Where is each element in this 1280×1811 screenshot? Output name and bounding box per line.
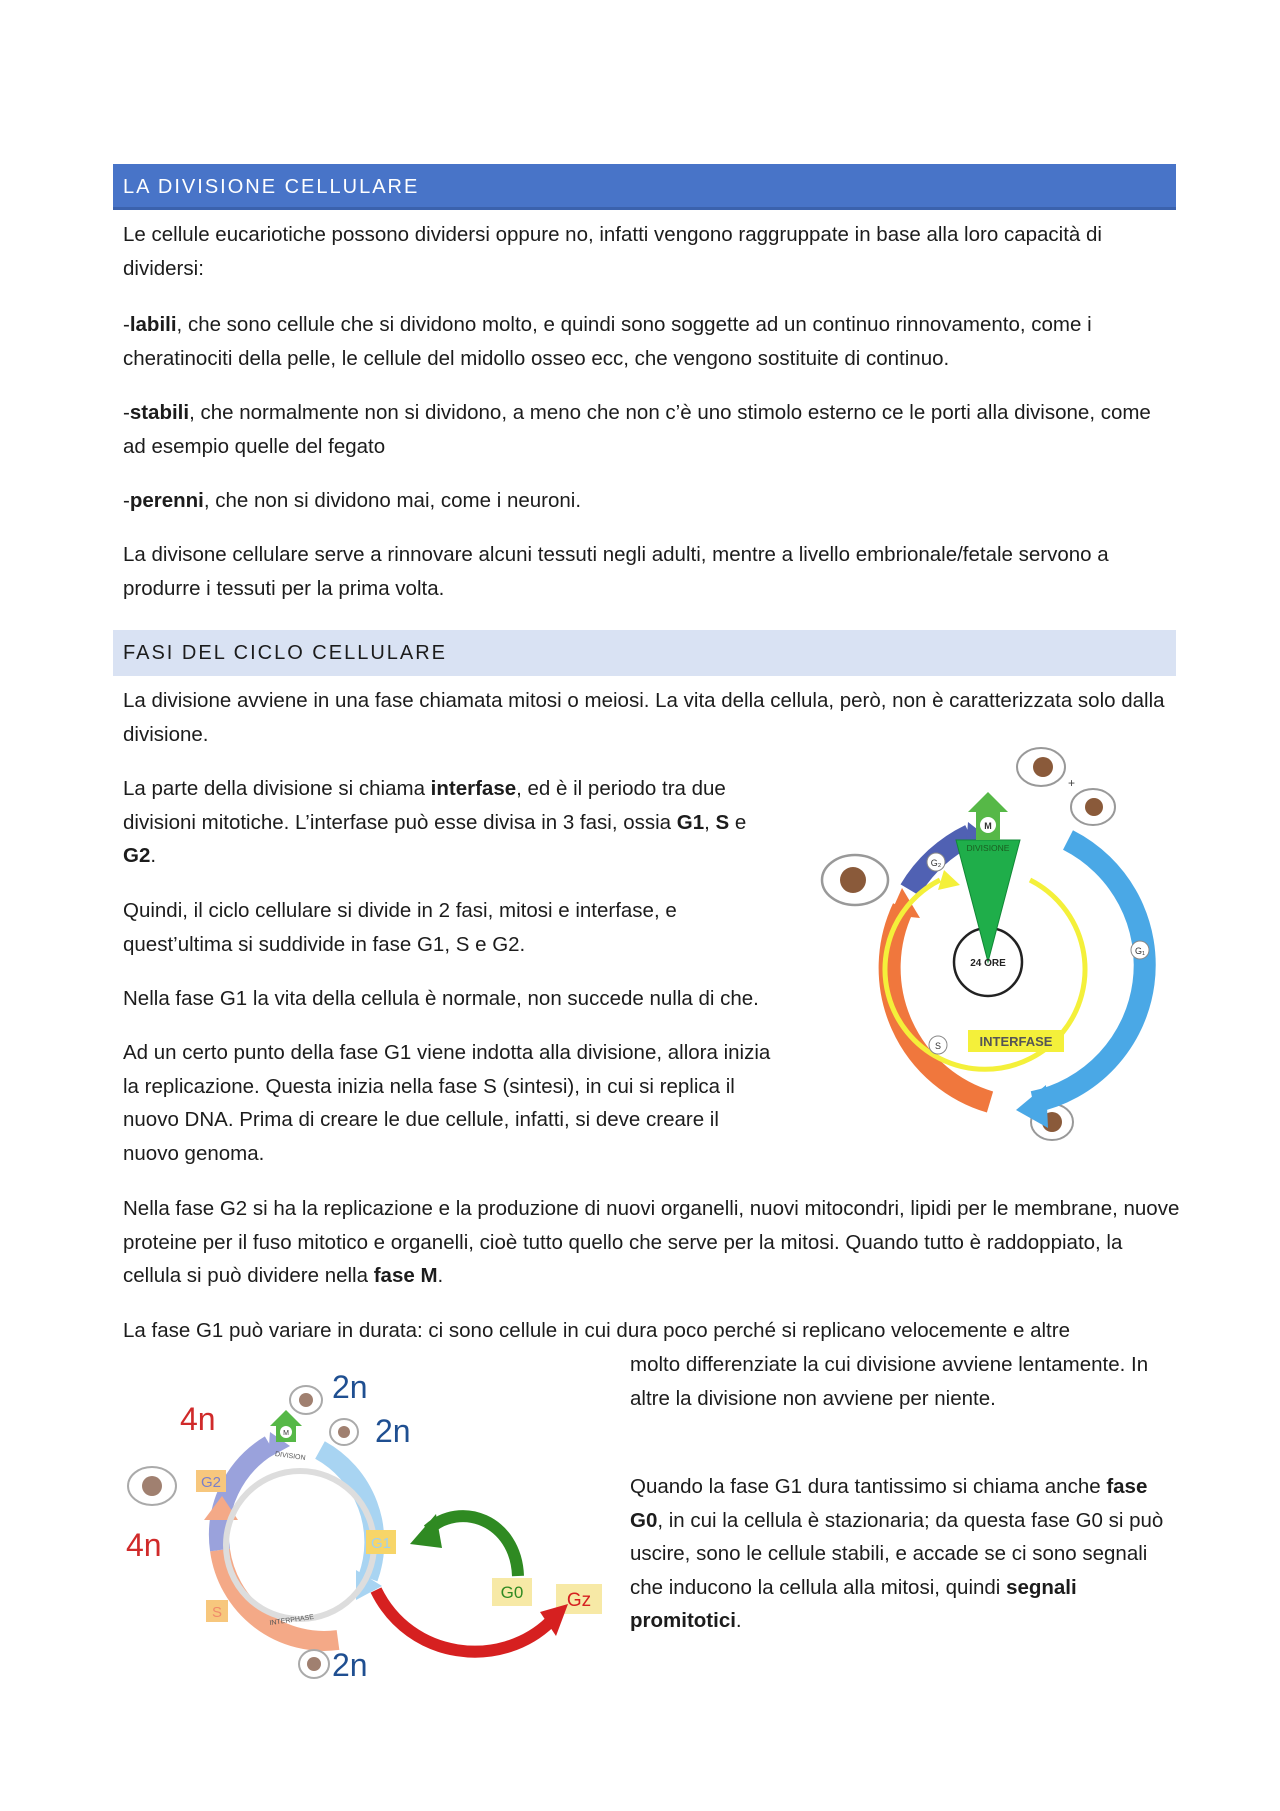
cell-icon <box>290 1386 322 1414</box>
m-label: M <box>283 1430 289 1437</box>
paragraph-g1-durata-cont: molto differenziate la cui divisione avviene lentamente. In altre la divisione non avviene per niente. <box>630 1353 1149 1410</box>
divisione-label: DIVISIONE <box>966 843 1010 853</box>
g0-cycle-diagram <box>120 1360 610 1700</box>
cell-icon <box>330 1419 358 1445</box>
g1-label: G1 <box>370 1535 392 1552</box>
paragraph-purpose: La divisone cellulare serve a rinnovare alcuni tessuti negli adulti, mentre a livello embrionale/fetale servono a produrre i tessuti per la prima volta. <box>123 543 1109 600</box>
paragraph-perenni: -perenni, che non si dividono mai, come i neuroni. <box>123 489 582 512</box>
interfase-label: INTERFASE <box>979 1034 1053 1049</box>
gz-label: Gz <box>566 1590 592 1611</box>
s-label: S <box>211 1604 223 1621</box>
star-mark: + <box>1068 776 1076 790</box>
paragraph-g1-durata: La fase G1 può variare in durata: ci sono cellule in cui dura poco perché si replicano velocemente e altre <box>123 1319 1070 1342</box>
g2-label: G₂ <box>930 858 942 868</box>
s-phase-arc <box>220 1550 338 1641</box>
m-label: M <box>984 821 992 831</box>
paragraph-stabili: -stabili, che normalmente non si dividono, a meno che non c’è uno stimolo esterno ce le porti alla divisone, come ad esempio quelle del fegato <box>123 401 1151 458</box>
cell-icon <box>822 855 888 905</box>
cell-icon <box>299 1650 329 1678</box>
paragraph-g1-normale: Nella fase G1 la vita della cellula è normale, non succede nulla di che. <box>123 987 759 1010</box>
ploidy-label: 2n <box>375 1413 411 1449</box>
paragraph-ciclo: Quindi, il ciclo cellulare si divide in 2 fasi, mitosi e interfase, e quest’ultima si suddivide in fase G1, S e G2. <box>123 899 677 956</box>
paragraph-fasi-intro: La divisione avviene in una fase chiamata mitosi o meiosi. La vita della cellula, però, non è caratterizzata solo dalla divisione. <box>123 689 1165 746</box>
cell-cycle-diagram <box>810 740 1170 1150</box>
cell-icon <box>1017 748 1065 786</box>
cell-icon <box>1071 789 1115 825</box>
interphase-label: INTERPHASE <box>269 1613 315 1628</box>
paragraph-labili: -labili, che sono cellule che si dividono molto, e quindi sono soggette ad un continuo rinnovamento, come i cheratinociti della pelle, le cellule del midollo osseo ecc, che vengono sostituite di continuo. <box>123 313 1092 370</box>
ploidy-label: 4n <box>180 1401 216 1437</box>
paragraph-g0: Quando la fase G1 dura tantissimo si chiama anche fase G0, in cui la cellula è stazionaria; da questa fase G0 si può uscire, sono le cellule stabili, e accade se ci sono segnali che inducono la cellula alla mitosi, quindi segnali promitotici. <box>630 1475 1164 1632</box>
paragraph-g2: Nella fase G2 si ha la replicazione e la produzione di nuovi organelli, nuovi mitocondri, lipidi per le membrane, nuove proteine per il fuso mitotico e organelli, cioè tutto quello che serve per la mitosi. Quando tutto è raddoppiato, la cellula si può dividere nella fase M. <box>123 1197 1180 1287</box>
inner-ring <box>226 1471 374 1619</box>
g1-phase-arc <box>1033 840 1145 1102</box>
section-heading-divisione: LA DIVISIONE CELLULARE <box>113 164 1176 210</box>
paragraph-replicazione: Ad un certo punto della fase G1 viene indotta alla divisione, allora inizia la replicazione. Questa inizia nella fase S (sintesi), in cui si replica il nuovo DNA. Prima di creare le due cellule, infatti, si deve creare il nuovo genoma. <box>123 1041 771 1165</box>
ploidy-label: 4n <box>126 1527 162 1563</box>
ploidy-label: 2n <box>332 1647 368 1683</box>
division-label: DIVISION <box>274 1450 306 1463</box>
paragraph-intro: Le cellule eucariotiche possono dividersi oppure no, infatti vengono raggruppate in base alla loro capacità di dividersi: <box>123 223 1102 280</box>
g0-label: G0 <box>500 1583 524 1602</box>
ploidy-label: 2n <box>332 1369 368 1405</box>
s-label: S <box>934 1041 942 1051</box>
24-ore-label: 24 ORE <box>970 958 1006 969</box>
section-heading-fasi: FASI DEL CICLO CELLULARE <box>113 630 1176 676</box>
interphase-arrowhead <box>938 870 960 890</box>
g2-label: G2 <box>200 1474 222 1491</box>
cell-icon <box>128 1467 176 1505</box>
g1-label: G₁ <box>1134 946 1146 956</box>
paragraph-interfase: La parte della divisione si chiama interfase, ed è il periodo tra due divisioni mitotiche. L’interfase può esse divisa in 3 fasi, ossia G1, S e G2. <box>123 777 747 867</box>
